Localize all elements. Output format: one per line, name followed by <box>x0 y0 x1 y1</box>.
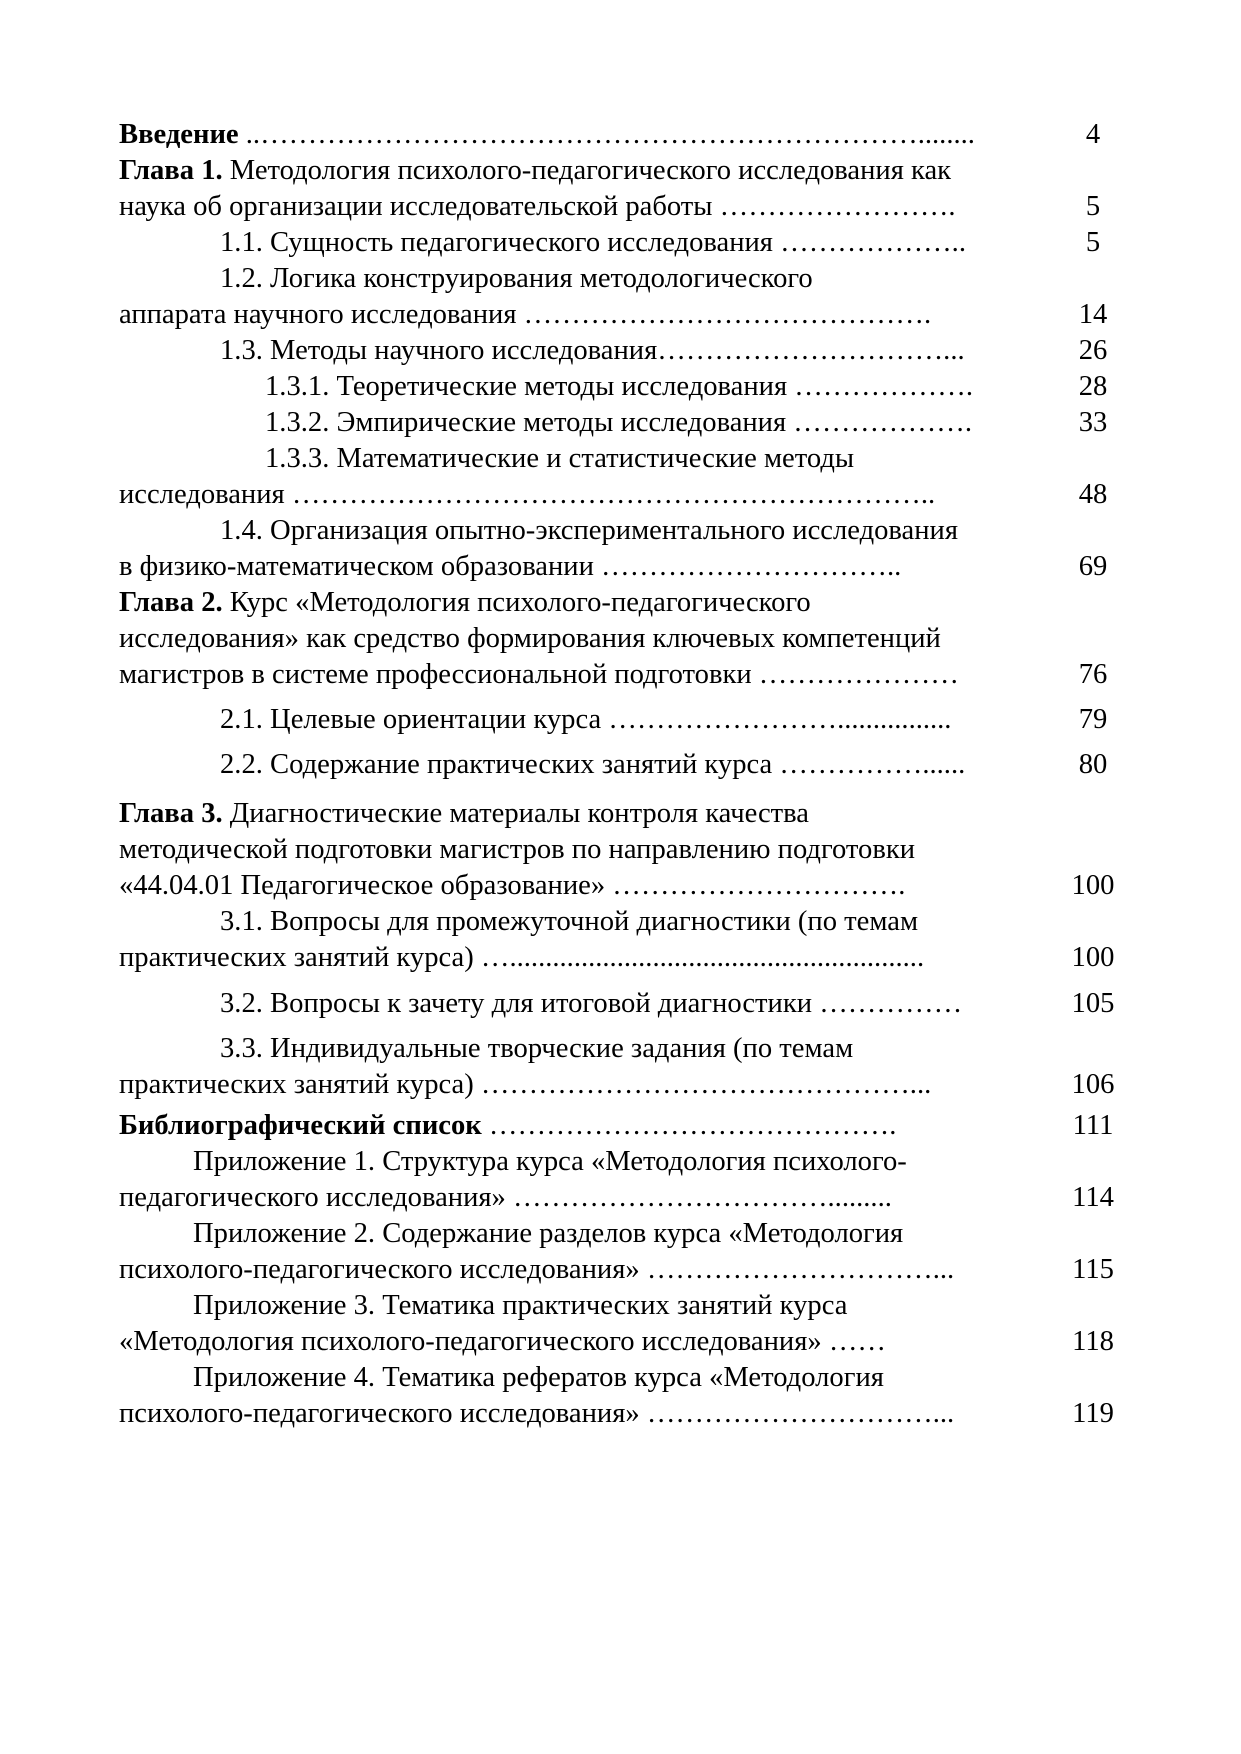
toc-entry <box>119 621 1129 657</box>
toc-page-number: 4 <box>1085 119 1101 150</box>
toc-entry <box>119 549 1129 585</box>
toc-entry-text: 1.2. Логика конструирования методологического <box>220 263 813 294</box>
toc-entry-text: 1.3.1. Теоретические методы исследования ………………. <box>265 371 973 402</box>
toc-entry <box>119 441 1129 477</box>
toc-entry-text: 3.3. Индивидуальные творческие задания (по темам <box>220 1033 854 1064</box>
toc-page-number: 28 <box>1078 371 1108 402</box>
toc-entry <box>119 904 1129 940</box>
toc-entry <box>119 747 1129 783</box>
toc-page-number: 114 <box>1072 1182 1114 1213</box>
toc-entry <box>119 1396 1129 1432</box>
toc-entry-text: практических занятий курса) ………………………………………... <box>119 1069 932 1100</box>
toc-entry-text: 2.2. Содержание практических занятий курса ……………...... <box>220 749 966 780</box>
toc-entry-text: аппарата научного исследования ……………………………………. <box>119 299 932 330</box>
toc-page-number: 118 <box>1072 1326 1114 1357</box>
toc-entry-text: психолого-педагогического исследования» …………………………... <box>119 1254 955 1285</box>
toc-page-number: 105 <box>1071 988 1115 1019</box>
toc-entry-heading: Глава 2. <box>119 587 223 618</box>
toc-page-number: 69 <box>1078 551 1108 582</box>
toc-page-number: 5 <box>1085 227 1101 258</box>
toc-page-number: 80 <box>1078 749 1108 780</box>
toc-entry-text: в физико-математическом образовании ………………………….. <box>119 551 902 582</box>
toc-entry <box>119 261 1129 297</box>
toc-page-number: 14 <box>1078 299 1108 330</box>
toc-page-number: 26 <box>1078 335 1108 366</box>
toc-entry-text: исследования ………………………………………………………….. <box>119 479 936 510</box>
toc-entry <box>119 1108 1129 1144</box>
toc-entry <box>119 225 1129 261</box>
toc-entry-text: 1.4. Организация опытно-экспериментального исследования <box>220 515 958 546</box>
toc-entry <box>119 1144 1129 1180</box>
toc-entry-text: 1.3.2. Эмпирические методы исследования ………………. <box>265 407 972 438</box>
toc-page-number: 100 <box>1071 942 1115 973</box>
toc-page-number: 115 <box>1072 1254 1114 1285</box>
toc-entry <box>119 369 1129 405</box>
toc-entry-text: Глава 3. Диагностические материалы контроля качества <box>119 798 809 829</box>
toc-entry <box>119 1067 1129 1103</box>
toc-entry-text: «Методология психолого-педагогического исследования» …… <box>119 1326 887 1357</box>
toc-entry <box>119 477 1129 513</box>
toc-entry <box>119 657 1129 693</box>
toc-entry-text: магистров в системе профессиональной подготовки ………………… <box>119 659 959 690</box>
toc-entry <box>119 986 1129 1022</box>
toc-page-number: 100 <box>1071 870 1115 901</box>
toc-page-number: 76 <box>1078 659 1108 690</box>
toc-entry <box>119 1288 1129 1324</box>
toc-entry <box>119 513 1129 549</box>
toc-entry <box>119 1180 1129 1216</box>
toc-entry <box>119 333 1129 369</box>
toc-entry-heading: Глава 3. <box>119 798 223 829</box>
toc-entry-text: Приложение 1. Структура курса «Методология психолого- <box>193 1146 907 1177</box>
toc-entry-text: психолого-педагогического исследования» …………………………... <box>119 1398 955 1429</box>
toc-entry-text: методической подготовки магистров по направлению подготовки <box>119 834 916 865</box>
toc-entry-text: педагогического исследования» ……………………………......... <box>119 1182 892 1213</box>
toc-entry-text: 1.3.3. Математические и статистические методы <box>265 443 855 474</box>
toc-entry-text: Введение ..……………………………………………………………........ <box>119 119 975 150</box>
toc-entry-text: 2.1. Целевые ориентации курса ……………………................ <box>220 704 952 735</box>
toc-page-number: 48 <box>1078 479 1108 510</box>
toc-entry <box>119 1216 1129 1252</box>
toc-page-number: 5 <box>1085 191 1101 222</box>
toc-entry-text: 1.3. Методы научного исследования…………………………... <box>220 335 965 366</box>
toc-entry <box>119 297 1129 333</box>
toc-entry <box>119 405 1129 441</box>
toc-page-number: 119 <box>1072 1398 1114 1429</box>
toc-entry-heading: Глава 1. <box>119 155 223 186</box>
toc-entry-heading: Введение <box>119 119 239 150</box>
toc-entry-text: практических занятий курса) ….......................................................... <box>119 942 925 973</box>
toc-entry-text: наука об организации исследовательской работы ……………………. <box>119 191 956 222</box>
toc-entry-text: Приложение 3. Тематика практических занятий курса <box>193 1290 848 1321</box>
toc-entry <box>119 940 1129 976</box>
toc-entry-heading: Библиографический список <box>119 1110 482 1141</box>
toc-entry <box>119 832 1129 868</box>
toc-entry <box>119 585 1129 621</box>
toc-entry <box>119 153 1129 189</box>
toc-entry-text: Приложение 4. Тематика рефератов курса «Методология <box>193 1362 884 1393</box>
toc-entry-text: исследования» как средство формирования ключевых компетенций <box>119 623 941 654</box>
toc-entry-text: Глава 2. Курс «Методология психолого-педагогического <box>119 587 811 618</box>
toc-entry-text: «44.04.01 Педагогическое образование» …………………………. <box>119 870 906 901</box>
toc-entry-text: Приложение 2. Содержание разделов курса «Методология <box>193 1218 904 1249</box>
toc-entry-text: 3.1. Вопросы для промежуточной диагностики (по темам <box>220 906 919 937</box>
toc-entry <box>119 1360 1129 1396</box>
toc-entry <box>119 117 1129 153</box>
toc-entry-text: Глава 1. Методология психолого-педагогического исследования как <box>119 155 952 186</box>
toc-page-number: 106 <box>1071 1069 1115 1100</box>
toc-entry <box>119 868 1129 904</box>
toc-page-number: 33 <box>1078 407 1108 438</box>
toc-entry <box>119 796 1129 832</box>
toc-entry <box>119 1252 1129 1288</box>
toc-entry <box>119 1031 1129 1067</box>
toc-entry-text: 3.2. Вопросы к зачету для итоговой диагностики …………… <box>220 988 963 1019</box>
toc-entry-text: 1.1. Сущность педагогического исследования ……………….. <box>220 227 966 258</box>
toc-entry <box>119 189 1129 225</box>
toc-entry-text: Библиографический список ……………………………………. <box>119 1110 897 1141</box>
toc-entry <box>119 702 1129 738</box>
toc-page-number: 79 <box>1078 704 1108 735</box>
toc-entry <box>119 1324 1129 1360</box>
toc-page-number: 111 <box>1072 1110 1114 1141</box>
